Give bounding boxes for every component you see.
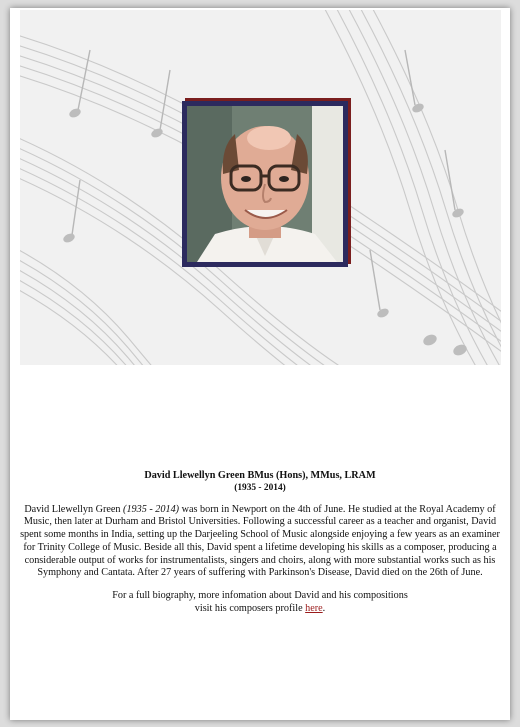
bio-body: was born in Newport on the 4th of June. He studied at the Royal Academy of Music, then later at Durham and Bristol Universities. Following a successful career as a teacher and organist, David spent some months in India, setting up the Darjeeling School of Music alongside enjoying a few years as an examiner for Trinity College of Music. Beside all this, David spent a lifetime developing his skills as a composer, producing a considerable output of works for instrumentalists, singers and choirs, along with more substantial works such as his Symphony and Cantata. After 27 years of suffering with Parkinson's Disease, David died on the 26th of June.: [20, 503, 500, 579]
portrait-frame: [182, 101, 348, 267]
biography-text: [16, 504, 504, 581]
bio-lead-name: David Llewellyn Green: [24, 503, 124, 515]
more-info-suffix: .: [322, 602, 326, 614]
biography-section: [10, 470, 510, 616]
composer-profile-link[interactable]: here: [305, 602, 323, 614]
more-info-line-2: [10, 603, 510, 616]
bio-lead-years: (1935 - 2014): [123, 503, 180, 515]
profile-years: (1935 - 2014): [234, 482, 286, 493]
profile-heading: David Llewellyn Green BMus (Hons), MMus, LRAM: [144, 470, 376, 481]
more-info-line-1: For a full biography, more infomation about David and his compositions: [112, 590, 408, 601]
sheet-music-banner: [20, 10, 501, 365]
portrait-photo: [187, 106, 343, 262]
more-info-prefix: visit his composers profile: [194, 602, 306, 614]
page-card: [10, 8, 510, 720]
